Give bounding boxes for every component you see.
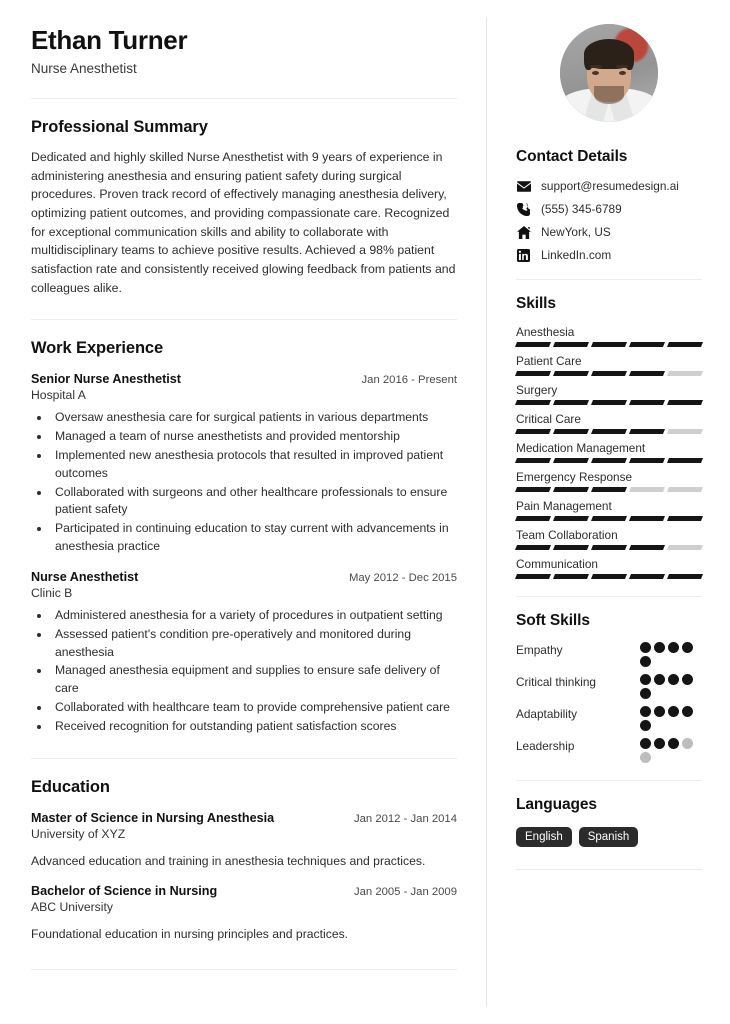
skill-segment	[515, 371, 551, 376]
avatar-wrapper	[516, 24, 702, 122]
soft-skill-row	[516, 674, 702, 699]
work-bullet: • Oversaw anesthesia care for surgical patients in various departments	[51, 409, 457, 427]
work-entry-list	[31, 372, 457, 735]
soft-skill-dot	[682, 674, 693, 685]
soft-skill-rating	[640, 674, 702, 699]
summary-text: Dedicated and highly skilled Nurse Anesthetist with 9 years of experience in administering anesthesia and ensuring patient safety during surgical procedures. Proven track record of effectively managing anesthesia delivery, optimizing patient outcomes, and providing compassionate care. Recognized for exceptional communication skills and ability to collaborate with multidisciplinary teams to achieve positive results. Achieved a 98% patient satisfaction rate and consistently received glowing feedback from patients and colleagues alike.	[31, 149, 456, 295]
work-divider	[31, 758, 457, 759]
work-entry-role: Senior Nurse Anesthetist	[31, 372, 181, 387]
contact-section-title: Contact Details	[516, 148, 628, 165]
phone-icon	[516, 203, 531, 216]
skill-segment	[667, 342, 703, 347]
language-pill: English	[516, 827, 572, 847]
work-bullet: • Managed a team of nurse anesthetists and provided mentorship	[51, 428, 457, 446]
contact-value: NewYork, US	[541, 225, 611, 239]
skill-list	[516, 325, 702, 579]
contact-value: support@resumedesign.ai	[541, 179, 679, 193]
avatar-eye-left	[592, 71, 599, 75]
skill-level-bar	[516, 487, 702, 492]
home-icon	[516, 226, 531, 239]
skill-segment	[553, 429, 589, 434]
skill-segment	[667, 400, 703, 405]
skill-segment	[553, 516, 589, 521]
soft-skill-name: Critical thinking	[516, 675, 596, 689]
contact-divider	[516, 279, 702, 280]
skill-segment	[515, 487, 551, 492]
skill-name: Critical Care	[516, 412, 581, 426]
work-bullet: • Received recognition for outstanding patient satisfaction scores	[51, 718, 457, 736]
soft-skill-row	[516, 738, 702, 763]
skill-row	[516, 325, 702, 347]
soft-skill-dot	[640, 674, 651, 685]
work-entry-head	[31, 570, 457, 584]
work-bullet: • Participated in continuing education to stay current with advancements in anesthesia practice	[51, 520, 457, 556]
soft-skill-dot	[640, 688, 651, 699]
education-entry-description: Advanced education and training in anesthesia techniques and practices.	[31, 853, 426, 868]
education-divider	[31, 969, 457, 970]
soft-skill-rating	[640, 642, 702, 667]
section-education	[31, 778, 457, 944]
skill-level-bar	[516, 545, 702, 550]
work-entry-head	[31, 372, 457, 386]
work-entry	[31, 570, 457, 736]
soft-skill-row	[516, 706, 702, 731]
avatar	[560, 24, 658, 122]
language-list	[516, 827, 702, 847]
work-bullet-list	[51, 607, 457, 736]
skill-segment	[667, 516, 703, 521]
contact-value: LinkedIn.com	[541, 248, 612, 262]
skill-segment	[629, 574, 665, 579]
skill-segment	[591, 429, 627, 434]
skill-row	[516, 412, 702, 434]
contact-row[interactable]	[516, 179, 702, 193]
section-work-experience	[31, 339, 457, 735]
soft-skill-rating	[640, 738, 702, 763]
summary-section-title: Professional Summary	[31, 117, 208, 136]
soft-skill-dot	[682, 738, 693, 749]
work-bullet: • Administered anesthesia for a variety of procedures in outpatient setting	[51, 607, 457, 625]
education-entry-head	[31, 884, 457, 898]
skill-segment	[629, 458, 665, 463]
skill-segment	[591, 342, 627, 347]
education-entry-head	[31, 811, 457, 825]
work-entry-date: Jan 2016 - Present	[361, 374, 457, 387]
work-bullet: • Collaborated with healthcare team to provide comprehensive patient care	[51, 699, 457, 717]
linkedin-icon	[516, 249, 531, 262]
skill-segment	[553, 574, 589, 579]
skill-segment	[591, 487, 627, 492]
education-entry-institution: ABC University	[31, 899, 113, 914]
soft-skill-dot	[668, 642, 679, 653]
header-job-title: Nurse Anesthetist	[31, 60, 137, 76]
contact-row[interactable]	[516, 225, 702, 239]
education-section-title: Education	[31, 777, 110, 796]
skill-segment	[629, 516, 665, 521]
education-entry-degree: Bachelor of Science in Nursing	[31, 883, 218, 898]
soft-skill-name: Adaptability	[516, 707, 577, 721]
skill-row	[516, 354, 702, 376]
skill-segment	[553, 487, 589, 492]
skill-level-bar	[516, 371, 702, 376]
contact-row[interactable]	[516, 248, 702, 262]
skill-name: Anesthesia	[516, 325, 575, 339]
skill-segment	[515, 400, 551, 405]
skill-level-bar	[516, 458, 702, 463]
summary-divider	[31, 319, 457, 320]
skill-segment	[591, 516, 627, 521]
section-contact-details	[516, 148, 702, 262]
soft-skill-dot	[654, 674, 665, 685]
skill-level-bar	[516, 574, 702, 579]
section-languages	[516, 796, 702, 847]
skill-segment	[667, 545, 703, 550]
work-bullet: • Managed anesthesia equipment and supplies to ensure safe delivery of care	[51, 662, 457, 698]
work-bullet: • Implemented new anesthesia protocols that resulted in improved patient outcomes	[51, 447, 457, 483]
skill-segment	[667, 371, 703, 376]
skill-row	[516, 557, 702, 579]
soft-skill-dot	[654, 642, 665, 653]
skill-row	[516, 499, 702, 521]
contact-list	[516, 179, 702, 262]
education-entry-date: Jan 2005 - Jan 2009	[353, 885, 457, 898]
soft-skill-dot	[654, 706, 665, 717]
skill-segment	[515, 429, 551, 434]
section-soft-skills	[516, 612, 702, 763]
skill-segment	[629, 371, 665, 376]
soft-skill-name: Leadership	[516, 739, 575, 753]
skill-segment	[591, 400, 627, 405]
soft-skill-dot	[640, 656, 651, 667]
skill-segment	[515, 516, 551, 521]
skill-row	[516, 383, 702, 405]
skill-segment	[667, 487, 703, 492]
education-entry	[31, 811, 457, 870]
skills-divider	[516, 596, 702, 597]
skill-segment	[591, 545, 627, 550]
skill-segment	[591, 458, 627, 463]
skill-segment	[629, 429, 665, 434]
skill-row	[516, 441, 702, 463]
soft-skill-dot	[668, 738, 679, 749]
education-entry-date: Jan 2012 - Jan 2014	[353, 812, 457, 825]
header-divider	[31, 98, 457, 99]
skill-name: Medication Management	[516, 441, 646, 455]
skill-row	[516, 528, 702, 550]
skill-segment	[553, 371, 589, 376]
avatar-eyebrow-right	[616, 65, 628, 68]
soft-skill-dot	[640, 720, 651, 731]
work-entry-organization: Hospital A	[31, 388, 86, 403]
skill-segment	[553, 342, 589, 347]
soft-skills-divider	[516, 780, 702, 781]
skill-segment	[515, 458, 551, 463]
work-section-title: Work Experience	[31, 339, 164, 358]
soft-skill-dot	[682, 642, 693, 653]
work-entry-organization: Clinic B	[31, 585, 73, 600]
section-professional-summary	[31, 118, 457, 298]
contact-row[interactable]	[516, 202, 702, 216]
skill-name: Communication	[516, 557, 598, 571]
work-bullet-list	[51, 409, 457, 556]
skill-name: Emergency Response	[516, 470, 633, 484]
languages-divider	[516, 869, 702, 870]
soft-skill-dot	[668, 706, 679, 717]
soft-skill-dot	[640, 752, 651, 763]
work-bullet: • Assessed patient's condition pre-operatively and monitored during anesthesia	[51, 626, 457, 662]
soft-skill-dot	[668, 674, 679, 685]
skill-level-bar	[516, 400, 702, 405]
skill-segment	[515, 574, 551, 579]
skill-segment	[591, 574, 627, 579]
work-bullet: • Collaborated with surgeons and other healthcare professionals to ensure patient safety	[51, 484, 457, 520]
skill-level-bar	[516, 342, 702, 347]
contact-value: (555) 345-6789	[541, 202, 622, 216]
avatar-beard	[594, 86, 624, 104]
soft-skill-name: Empathy	[516, 643, 563, 657]
language-pill: Spanish	[579, 827, 639, 847]
work-entry-date: May 2012 - Dec 2015	[348, 571, 457, 584]
page-title: Ethan Turner	[31, 25, 188, 55]
soft-skill-list	[516, 642, 702, 763]
skill-name: Surgery	[516, 383, 558, 397]
header-block	[31, 26, 457, 76]
soft-skill-dot	[640, 706, 651, 717]
skill-name: Pain Management	[516, 499, 612, 513]
skill-segment	[553, 400, 589, 405]
right-column	[487, 0, 730, 1024]
soft-skill-dot	[654, 738, 665, 749]
education-entry	[31, 884, 457, 943]
skill-level-bar	[516, 429, 702, 434]
skill-segment	[667, 429, 703, 434]
skill-segment	[629, 342, 665, 347]
education-entry-description: Foundational education in nursing principles and practices.	[31, 926, 349, 941]
skill-segment	[667, 458, 703, 463]
work-entry	[31, 372, 457, 556]
languages-section-title: Languages	[516, 796, 597, 813]
skill-name: Patient Care	[516, 354, 582, 368]
skill-row	[516, 470, 702, 492]
skill-segment	[553, 458, 589, 463]
skill-segment	[629, 545, 665, 550]
skill-segment	[667, 574, 703, 579]
skill-name: Team Collaboration	[516, 528, 618, 542]
skill-segment	[629, 487, 665, 492]
skill-segment	[515, 545, 551, 550]
work-entry-role: Nurse Anesthetist	[31, 569, 139, 584]
soft-skill-dot	[640, 738, 651, 749]
soft-skill-dot	[682, 706, 693, 717]
skill-segment	[629, 400, 665, 405]
soft-skill-dot	[640, 642, 651, 653]
avatar-eyebrow-left	[590, 65, 602, 68]
avatar-eye-right	[619, 71, 626, 75]
soft-skill-row	[516, 642, 702, 667]
skill-segment	[591, 371, 627, 376]
education-entry-degree: Master of Science in Nursing Anesthesia	[31, 810, 275, 825]
education-entry-list	[31, 811, 457, 944]
skill-level-bar	[516, 516, 702, 521]
education-entry-institution: University of XYZ	[31, 826, 126, 841]
soft-skill-rating	[640, 706, 702, 731]
skill-segment	[515, 342, 551, 347]
section-skills	[516, 295, 702, 579]
skills-section-title: Skills	[516, 295, 556, 312]
soft-skills-section-title: Soft Skills	[516, 612, 590, 629]
skill-segment	[553, 545, 589, 550]
envelope-icon	[516, 181, 531, 192]
